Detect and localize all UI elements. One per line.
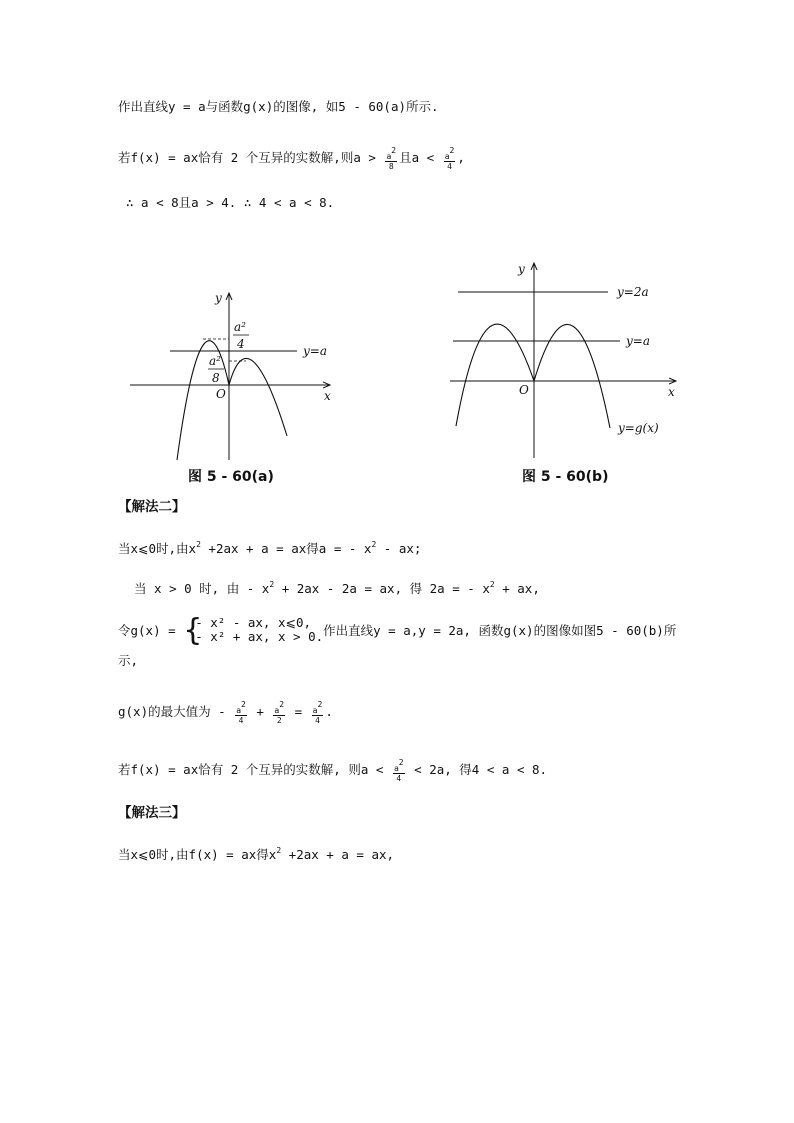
text-line-8: 若f(x) = ax恰有 2 个互异的实数解, 则a < $\frac{a^2}{4}$ < 2a, 得4 < a < 8.	[118, 758, 548, 783]
fraction-a2-over-4-result: $\frac{a^2}{4}$	[312, 700, 323, 725]
left-hump-curve	[456, 324, 534, 426]
fig-a-top-label-den: 4	[237, 337, 245, 351]
fig-a-mid-label-num: a²	[209, 354, 221, 368]
fraction-a2-over-4: $\frac{a^2}{4}$	[393, 758, 404, 783]
text-line-2: 若f(x) = ax恰有 2 个互异的实数解,则a > $\frac{a^2}{8}$ 且a < $\frac{a^2}{4}$ ,	[118, 146, 465, 171]
figure-5-60b	[448, 258, 683, 458]
line-1-text: 作出直线y = a与函数g(x)的图像, 如5 - 60(a)所示.	[118, 99, 439, 114]
text-line-7: g(x)的最大值为 - $\frac{a^2}{4}$ + $\frac{a^2}{2}$ = $\frac{a^2}{4}$ .	[118, 700, 333, 725]
text-line-9: 当x⩽0时,由f(x) = ax得$x^2 +2ax + a$ = ax,	[118, 846, 395, 862]
text-line-6b: 示,	[118, 653, 139, 668]
fraction-a2-over-4: $\frac{a^2}{4}$	[444, 146, 455, 171]
fraction-a2-over-2: $\frac{a^2}{2}$	[274, 700, 285, 725]
text-line-5: 当 x > 0 时, 由 - $x^2 + 2ax - 2a$ = ax, 得 2a = - $x^2$ + ax,	[134, 580, 540, 596]
right-hump-curve	[534, 324, 610, 428]
fig-a-line-label: y=a	[303, 344, 327, 358]
fig-b-line2a-label: y=2a	[617, 285, 649, 299]
fig-b-linea-label: y=a	[626, 334, 650, 348]
fig-a-x-label: x	[324, 389, 331, 403]
fig-b-caption: 图 5 - 60(b)	[522, 469, 609, 485]
fig-b-y-label: y	[518, 262, 525, 276]
case-2: - x² + ax, x > 0.	[195, 629, 324, 644]
fig-b-origin: O	[519, 383, 529, 397]
fig-b-x-label: x	[668, 385, 675, 399]
fig-a-top-label-num: a²	[234, 320, 246, 334]
fig-a-caption: 图 5 - 60(a)	[188, 469, 274, 485]
figure-5-60a	[125, 288, 335, 463]
piecewise-function: { - x² - ax, x⩽0, - x² + ax, x > 0.	[183, 613, 324, 648]
fig-a-y-label: y	[215, 291, 222, 305]
solution-3-heading: 【解法三】	[118, 805, 186, 821]
solution-2-heading: 【解法二】	[118, 499, 186, 515]
fraction-a2-over-4: $\frac{a^2}{4}$	[236, 700, 246, 725]
case-1: - x² - ax, x⩽0,	[195, 615, 312, 630]
fig-a-mid-label-den: 8	[212, 371, 220, 385]
fig-a-origin: O	[216, 387, 226, 401]
text-line-3: ∴ a < 8且a > 4. ∴ 4 < a < 8.	[126, 195, 335, 210]
text-line-1	[118, 98, 439, 116]
text-line-6: 令g(x) = { - x² - ax, x⩽0, - x² + ax, x > 0. 作出直线y = a,y = 2a, 函数g(x)的图像如图5 - 60(b)所	[118, 613, 677, 648]
fig-b-curve-label: y=g(x)	[618, 421, 659, 435]
right-parabola-curve	[229, 358, 287, 436]
text-line-4: 当x⩽0时,由$x^2 +2ax + a$ = ax得a = - $x^2$ - ax;	[118, 540, 422, 556]
fraction-a2-over-8: $\frac{a^2}{8}$	[386, 146, 397, 171]
